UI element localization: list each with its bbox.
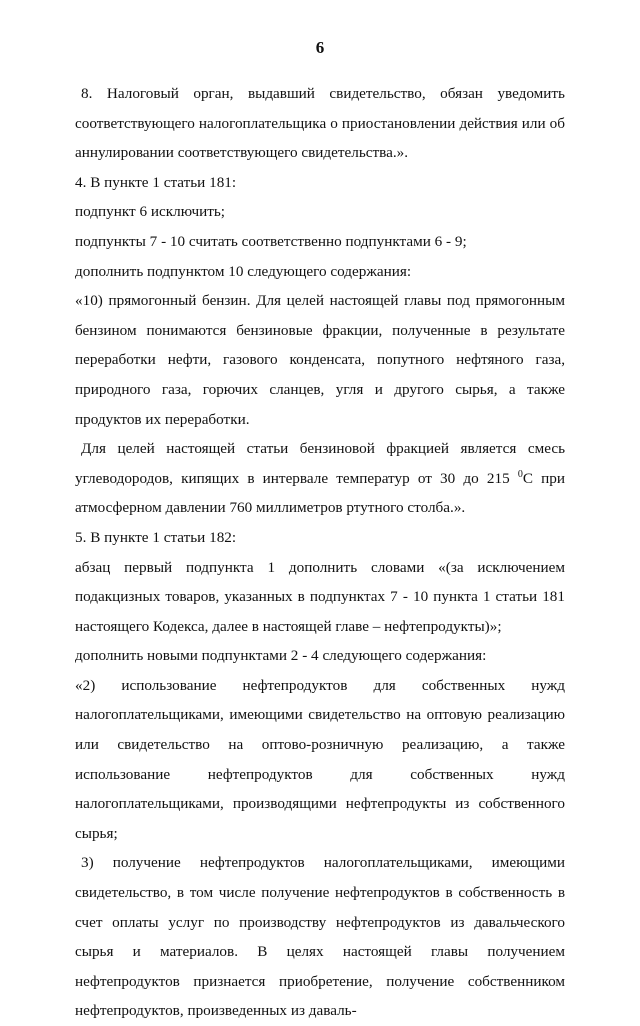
paragraph-12: 3) получение нефтепродуктов налогоплательщиками, имеющими свидетельство, в том числе получение нефтепродуктов в собственность в счет оплаты услуг по производству нефтепродуктов из давальческого сырья и материалов. В целях настоящей главы получением нефтепродуктов признается приобретение, получение собственником нефтепродуктов, произведенных из даваль- <box>75 854 565 1020</box>
paragraph-2: 4. В пункте 1 статьи 181: <box>75 173 237 191</box>
paragraph-7-text-b: С при атмосферном давлении 760 миллиметров ртутного столба.». <box>75 469 565 517</box>
paragraph-3: подпункт 6 исключить; <box>75 203 226 221</box>
paragraph-11: «2) использование нефтепродуктов для собственных нужд налогоплательщиками, имеющими свидетельство на оптовую реализацию или свидетельство на оптово-розничную реализацию, а также использование нефтепродуктов для собственных нужд налогоплательщиками, производящими нефтепродукты из собственного сырья; <box>75 676 565 842</box>
paragraph-7-text-a: Для целей настоящей статьи бензиновой фракцией является смесь углеводородов, кипящих в интервале температур от 30 до 215 <box>75 440 565 487</box>
paragraph-4: подпункты 7 - 10 считать соответственно подпунктами 6 - 9; <box>75 232 467 250</box>
paragraph-6: «10) прямогонный бензин. Для целей настоящей главы под прямогонным бензином понимаются бензиновые фракции, полученные в результате переработки нефти, газового конденсата, попутного нефтяного газа, природного газа, горючих сланцев, угля и другого сырья, а также продуктов их переработки. <box>75 292 565 428</box>
page-number: 6 <box>315 38 325 57</box>
paragraph-1: 8. Налоговый орган, выдавший свидетельство, обязан уведомить соответствующего налогоплательщика о приостановлении действия или об аннулировании соответствующего свидетельства.». <box>75 85 565 162</box>
paragraph-5: дополнить подпунктом 10 следующего содержания: <box>75 262 412 280</box>
paragraph-8: 5. В пункте 1 статьи 182: <box>75 528 237 546</box>
paragraph-9: абзац первый подпункта 1 дополнить словами «(за исключением подакцизных товаров, указанных в подпунктах 7 - 10 пункта 1 статьи 181 настоящего Кодекса, далее в настоящей главе – нефтепродукты)»; <box>75 558 565 635</box>
document-body <box>75 79 565 1026</box>
paragraph-10: дополнить новыми подпунктами 2 - 4 следующего содержания: <box>75 647 487 665</box>
degree-superscript: 0 <box>517 468 523 480</box>
paragraph-7 <box>75 434 565 523</box>
